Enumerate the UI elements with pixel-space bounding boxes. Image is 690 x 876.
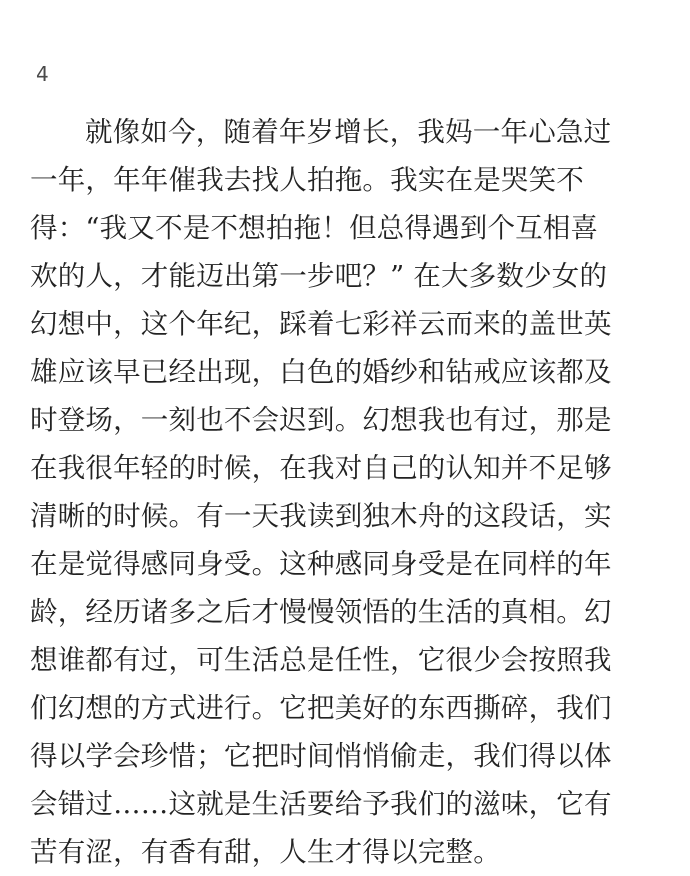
- text-line: 想谁都有过，可生活总是任性，它很少会按照我: [30, 644, 612, 676]
- text-line: 苦有涩，有香有甜，人生才得以完整。: [30, 836, 501, 868]
- text-line: 时登场，一刻也不会迟到。幻想我也有过，那是: [30, 404, 612, 436]
- text-line: 会错过……这就是生活要给予我们的滋味，它有: [30, 788, 612, 820]
- page-number: 4: [36, 62, 49, 86]
- text-line: 在我很年轻的时候，在我对自己的认知并不足够: [30, 452, 612, 484]
- text-line: 在是觉得感同身受。这种感同身受是在同样的年: [30, 548, 612, 580]
- text-line: 得以学会珍惜；它把时间悄悄偷走，我们得以体: [30, 740, 612, 772]
- text-line: 欢的人，才能迈出第一步吧？” 在大多数少女的: [30, 260, 608, 292]
- text-line: 龄，经历诸多之后才慢慢领悟的生活的真相。幻: [30, 596, 612, 628]
- text-line: 清晰的时候。有一天我读到独木舟的这段话，实: [30, 500, 612, 532]
- text-line: 一年，年年催我去找人拍拖。我实在是哭笑不: [30, 164, 584, 196]
- text-line: 们幻想的方式进行。它把美好的东西撕碎，我们: [30, 692, 612, 724]
- text-line: 就像如今，随着年岁增长，我妈一年心急过: [85, 116, 612, 148]
- text-line: 幻想中，这个年纪，踩着七彩祥云而来的盖世英: [30, 308, 612, 340]
- text-line: 得：“我又不是不想拍拖！但总得遇到个互相喜: [30, 212, 599, 244]
- text-line: 雄应该早已经出现，白色的婚纱和钻戒应该都及: [30, 356, 612, 388]
- body-paragraph: [30, 108, 660, 876]
